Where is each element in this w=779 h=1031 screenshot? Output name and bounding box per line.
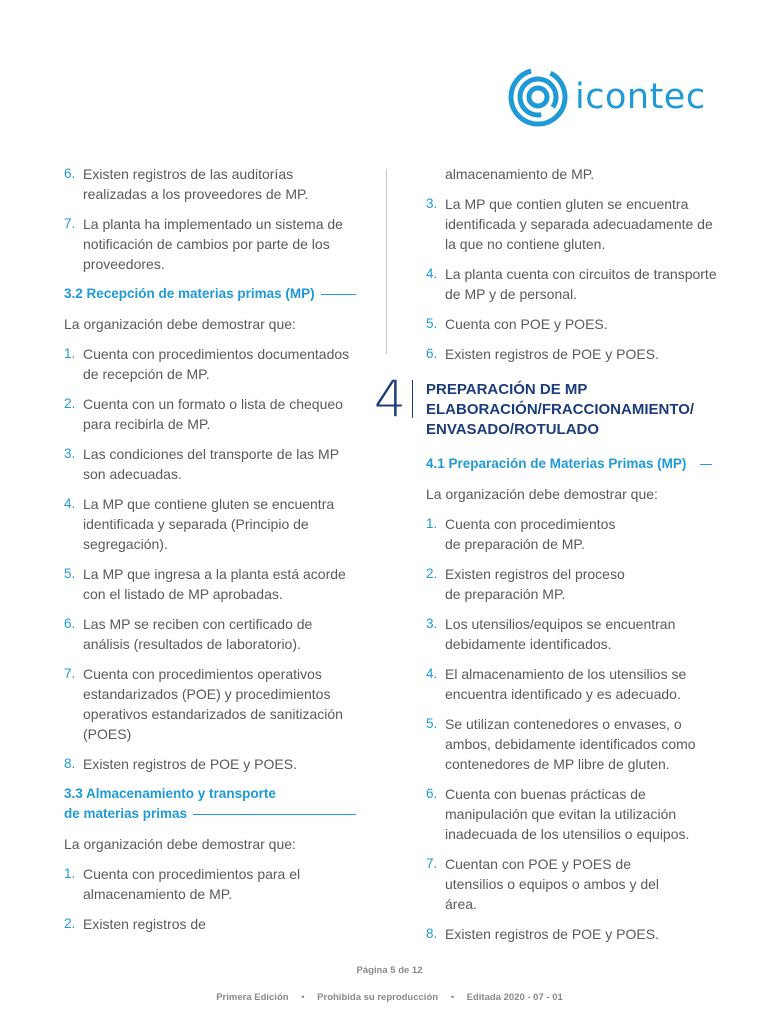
intro-text: La organización debe demostrar que: <box>64 316 296 332</box>
subsection-3-3-heading <box>64 784 356 824</box>
list-item <box>426 314 726 334</box>
list-item <box>64 864 356 904</box>
list-number: 3. <box>426 616 438 631</box>
list-text: Existen registros de las auditorías realizadas a los proveedores de MP. <box>83 166 309 202</box>
list-number: 5. <box>426 716 438 731</box>
footer-notice: Prohibida su reproducción <box>317 992 439 1003</box>
list-number: 7. <box>64 216 76 231</box>
list-text: Cuenta con POE y POES. <box>445 316 608 332</box>
list-text: Existen registros de POE y POES. <box>83 756 297 772</box>
list-item <box>64 564 356 604</box>
list-number: 6. <box>426 346 438 361</box>
list-item <box>64 614 356 654</box>
list-number: 7. <box>426 856 438 871</box>
list-number: 6. <box>64 616 76 631</box>
list-item <box>64 664 356 744</box>
footer-separator: • <box>301 992 305 1003</box>
list-item <box>64 494 356 554</box>
list-item <box>64 444 356 484</box>
list-text: Cuentan con POE y POES de utensilios o equipos o ambos y del área. <box>445 856 660 912</box>
list-number: 1. <box>64 346 76 361</box>
icontec-logo-mark-icon <box>507 66 569 128</box>
list-text: Existen registros del proceso de preparación MP. <box>445 566 625 602</box>
section-title-line2: ELABORACIÓN/FRACCIONAMIENTO/ <box>426 401 695 418</box>
list-text: Cuenta con procedimientos documentados de recepción de MP. <box>83 346 350 382</box>
list-text: La MP que contiene gluten se encuentra identificada y separada (Principio de segregación). <box>83 496 335 552</box>
list-number: 7. <box>64 666 76 681</box>
list-number: 2. <box>426 566 438 581</box>
list-item <box>426 564 726 604</box>
list-number: 3. <box>64 446 76 461</box>
column-divider <box>386 169 387 354</box>
list-item-continued <box>426 164 726 184</box>
list-text: Cuenta con procedimientos de preparación de MP. <box>445 516 616 552</box>
list-number: 4. <box>426 266 438 281</box>
section-4-heading <box>374 370 726 440</box>
subsection-title-line2: de materias primas <box>64 806 188 821</box>
list-item <box>426 924 726 944</box>
footer-separator: • <box>450 992 455 1003</box>
list-number: 8. <box>426 926 438 941</box>
list-number: 2. <box>64 916 76 931</box>
list-text: Existen registros de POE y POES. <box>445 346 659 362</box>
heading-rule <box>700 464 712 465</box>
list-text: Cuenta con buenas prácticas de manipulación que evitan la utilización inadecuada de los utensilios o equipos. <box>445 786 690 842</box>
list-item <box>64 344 356 384</box>
list-text: La MP que contien gluten se encuentra identificada y separada adecuadamente de la que no contiene gluten. <box>445 196 713 252</box>
list-number: 6. <box>64 166 76 181</box>
section-title-line3: ENVASADO/ROTULADO <box>426 421 600 438</box>
left-column <box>64 164 356 944</box>
list-number: 5. <box>426 316 438 331</box>
list-number: 8. <box>64 756 76 771</box>
right-column <box>374 164 726 954</box>
footer-date: Editada 2020 - 07 - 01 <box>466 992 563 1003</box>
subsection-title-line1: 3.3 Almacenamiento y transporte <box>64 786 276 801</box>
list-text: La planta cuenta con circuitos de transporte de MP y de personal. <box>445 266 717 302</box>
list-text: Existen registros de POE y POES. <box>445 926 659 942</box>
footer-line <box>0 992 779 1003</box>
list-number: 2. <box>64 396 76 411</box>
list-number: 4. <box>426 666 438 681</box>
list-item <box>426 194 726 254</box>
list-text: Las condiciones del transporte de las MP son adecuadas. <box>83 446 339 482</box>
list-text: Cuenta con un formato o lista de chequeo para recibirla de MP. <box>83 396 343 432</box>
list-item <box>426 784 726 844</box>
list-number: 1. <box>64 866 76 881</box>
page-number-text: Página 5 de 12 <box>356 965 423 976</box>
list-item <box>426 714 726 774</box>
list-item <box>426 664 726 704</box>
section-number: 4 <box>374 370 406 428</box>
footer-edition: Primera Edición <box>216 992 289 1003</box>
subsection-title: 4.1 Preparación de Materias Primas (MP) <box>426 456 687 471</box>
list-text: Las MP se reciben con certificado de análisis (resultados de laboratorio). <box>83 616 313 652</box>
list-item <box>64 214 356 274</box>
list-item <box>64 754 356 774</box>
list-text: La MP que ingresa a la planta está acorde con el listado de MP aprobadas. <box>83 566 346 602</box>
list-number: 1. <box>426 516 438 531</box>
section-title-line1: PREPARACIÓN DE MP <box>426 381 588 398</box>
list-text: Cuenta con procedimientos para el almacenamiento de MP. <box>83 866 301 902</box>
list-text: Los utensilios/equipos se encuentran debidamente identificados. <box>445 616 676 652</box>
heading-rule <box>321 294 356 295</box>
list-text: almacenamiento de MP. <box>445 166 595 182</box>
subsection-title: 3.2 Recepción de materias primas (MP) <box>64 286 315 301</box>
page-number <box>0 965 779 976</box>
heading-rule <box>193 814 356 815</box>
intro-text: La organización debe demostrar que: <box>64 836 296 852</box>
list-text: El almacenamiento de los utensilios se encuentra identificado y es adecuado. <box>445 666 687 702</box>
list-text: Cuenta con procedimientos operativos estandarizados (POE) y procedimientos operativos estandarizados de sanitización (POES) <box>83 666 343 742</box>
icontec-logo-text: icontec <box>575 76 706 117</box>
section-bar <box>412 380 413 418</box>
list-item <box>426 854 726 914</box>
list-text: Se utilizan contenedores o envases, o ambos, debidamente identificados como contenedores de MP libre de gluten. <box>445 716 696 772</box>
subsection-3-2-heading <box>64 284 356 304</box>
list-item <box>64 914 356 934</box>
subsection-4-1-heading <box>426 454 726 474</box>
list-text: Existen registros de <box>83 916 206 932</box>
list-number: 5. <box>64 566 76 581</box>
list-item <box>426 344 726 364</box>
list-text: La planta ha implementado un sistema de notificación de cambios por parte de los proveedores. <box>83 216 343 272</box>
icontec-logo <box>507 66 706 128</box>
list-item <box>64 394 356 434</box>
list-number: 4. <box>64 496 76 511</box>
list-item <box>426 264 726 304</box>
intro-text: La organización debe demostrar que: <box>426 486 658 502</box>
list-item <box>426 514 726 554</box>
list-item <box>426 614 726 654</box>
list-item <box>64 164 356 204</box>
list-number: 6. <box>426 786 438 801</box>
list-number: 3. <box>426 196 438 211</box>
